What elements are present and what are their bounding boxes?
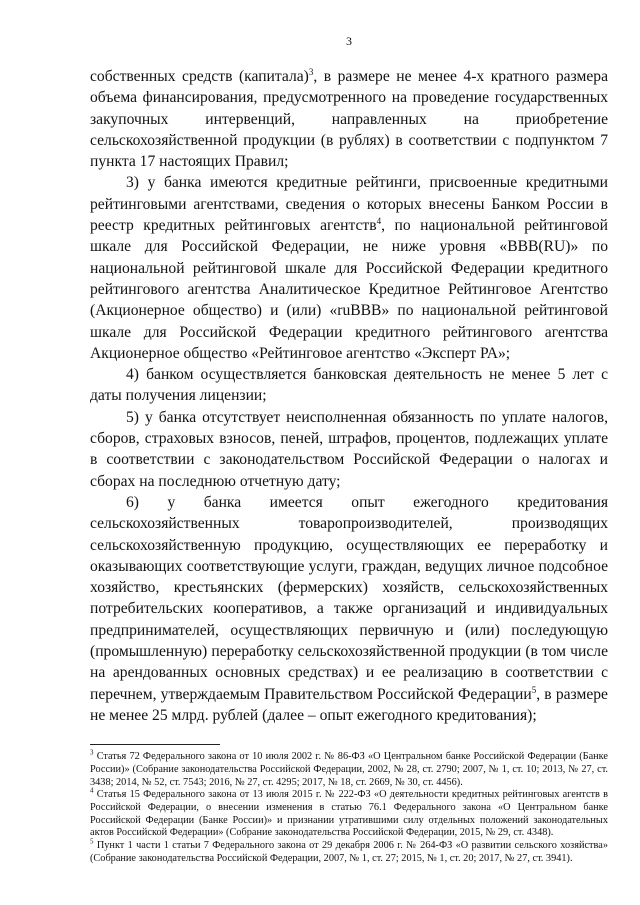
footnote-divider (90, 744, 220, 745)
body-text (90, 66, 608, 726)
footnote-number: 3 (90, 748, 94, 757)
paragraph-item-5 (90, 407, 608, 492)
footnote-ref: 4 (376, 215, 382, 226)
paragraph-text: 4) банком осуществляется банковская деятельность не менее 5 лет с даты получения лицензии; (90, 366, 608, 405)
paragraph-text-continued: , в размере не менее 25 млрд. рублей (далее – опыт ежегодного кредитования); (90, 685, 608, 724)
paragraph-item-6 (90, 492, 608, 726)
footnote-4 (90, 786, 609, 840)
paragraph-capital (90, 66, 608, 172)
footnote-5 (90, 837, 608, 865)
footnote-number: 4 (90, 786, 94, 795)
paragraph-text: 5) у банка отсутствует неисполненная обязанность по уплате налогов, сборов, страховых взносов, пеней, штрафов, процентов, подлежащих уплате в соответствии с законодательством Российской Федерации о налогах и сборах на последнюю отчетную дату; (90, 408, 608, 490)
paragraph-item-3 (90, 172, 608, 364)
paragraph-text: собственных средств (капитала) (90, 68, 309, 85)
footnote-3 (90, 748, 608, 789)
paragraph-item-4 (90, 364, 608, 407)
paragraph-text: 3) у банка имеются кредитные рейтинги, присвоенные кредитными рейтинговыми агентствами, сведения о которых внесены Банком России в реестр кредитных рейтинговых агентств (90, 174, 608, 235)
footnote-text: Пункт 1 части 1 статьи 7 Федерального закона от 29 декабря 2006 г. № 264-ФЗ «О развитии сельского хозяйства» (Собрание законодательства Российской Федерации, 2007, № 1, ст. 27; 2015, № 1, ст. 20; 2017, № 27, ст. 3941). (90, 840, 608, 864)
footnotes (90, 748, 609, 865)
footnote-text: Статья 72 Федерального закона от 10 июля 2002 г. № 86-ФЗ «О Центральном банке Российской Федерации (Банке России)» (Собрание законодательства Российской Федерации, 2002, № 28, ст. 2790; 2007, № 1, ст. 10; 2013, № 27, ст. 3438; 2014, № 52, ст. 7543; 2016, № 27, ст. 4295; 2017, № 18, ст. 2669, № 30, ст. 4456). (90, 751, 608, 788)
footnote-ref: 5 (531, 684, 537, 695)
footnote-ref: 3 (308, 66, 314, 77)
paragraph-text-continued: , по национальной рейтинговой шкале для Российской Федерации, не ниже уровня «BBB(RU)» по национальной рейтинговой шкале для Российской Федерации кредитного рейтингового агентства Аналитическое Кредитное Рейтинговое Агентство (Акционерное общество) и (или) «ruBBB» по национальной рейтинговой шкале для Российской Федерации кредитного рейтингового агентства Акционерное общество «Рейтинговое агентство «Эксперт РА»; (90, 217, 608, 362)
footnote-number: 5 (90, 837, 94, 846)
paragraph-text: 6) у банка имеется опыт ежегодного кредитования сельскохозяйственных товаропроизводителей, производящих сельскохозяйственную продукцию, осуществляющих ее переработку и оказывающих соответствующие услуги, граждан, ведущих личное подсобное хозяйство, крестьянских (фермерских) хозяйств, сельскохозяйственных потребительских кооперативов, а также организаций и индивидуальных предпринимателей, осуществляющих первичную и (или) последующую (промышленную) переработку сельскохозяйственной продукции (в том числе на арендованных основных средствах) и ее реализацию в соответствии с перечнем, утверждаемым Правительством Российской Федерации (90, 493, 608, 703)
paragraph-text-continued: , в размере не менее 4-х кратного размера объема финансирования, предусмотренного на проведение государственных закупочных интервенций, направленных на приобретение сельскохозяйственной продукции (в рублях) в соответствии с подпунктом 7 пункта 17 настоящих Правил; (90, 68, 608, 171)
footnote-text: Статья 15 Федерального закона от 13 июля 2015 г. № 222-ФЗ «О деятельности кредитных рейтинговых агентств в Российской Федерации, о внесении изменения в статью 76.1 Федерального закона «О Центральном банке Российской Федерации (Банке России)» и признании утратившими силу отдельных положений законодательных актов Российской Федерации» (Собрание законодательства Российской Федерации, 2015, № 29, ст. 4348). (90, 789, 609, 839)
page-number: 3 (346, 34, 352, 48)
